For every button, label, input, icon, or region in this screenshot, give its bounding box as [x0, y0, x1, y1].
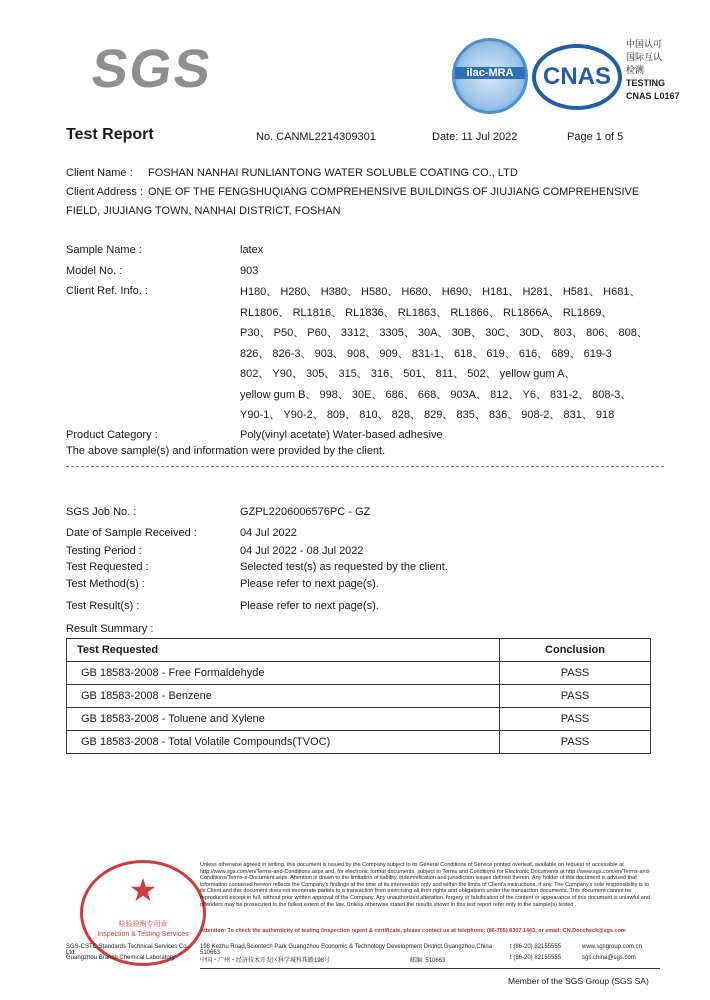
conclusion-cell: PASS	[500, 662, 651, 685]
product-category-label: Product Category :	[66, 429, 158, 441]
job-no: GZPL2206006576PC - GZ	[240, 506, 371, 518]
authenticity-note: Attention: To check the authenticity of testing /inspection report & certificate, please contact us at telephone: (86-755) 8307 1443, or email: CN.Doccheck@sgs.com	[200, 928, 626, 934]
table-header-row	[67, 639, 651, 662]
report-title: Test Report	[66, 126, 154, 143]
job-no-label: SGS Job No. :	[66, 506, 137, 518]
client-ref-line: H180、 H280、 H380、 H580、 H680、 H690、 H181、 H281、 H581、 H681、	[240, 286, 641, 298]
cnas-logo: CNAS	[532, 44, 622, 110]
received-label: Date of Sample Received :	[66, 527, 197, 539]
phone: t (86-20) 82155555	[510, 944, 562, 950]
test-requested: Selected test(s) as requested by the client.	[240, 561, 448, 573]
table-row	[67, 685, 651, 708]
stamp-text: Inspection & Testing Services	[97, 931, 189, 938]
client-ref-list	[240, 282, 660, 426]
page-number: Page 1 of 5	[567, 131, 624, 143]
client-address-label: Client Address :	[66, 186, 144, 198]
column-header: Test Requested	[67, 639, 500, 662]
testing-period-label: Testing Period :	[66, 545, 142, 557]
test-name-cell: GB 18583-2008 - Toluene and Xylene	[67, 708, 500, 731]
result-summary-label: Result Summary :	[66, 623, 154, 635]
conclusion-cell: PASS	[500, 685, 651, 708]
table-row	[67, 731, 651, 754]
client-ref-line: 802、 Y90、 305、 315、 316、 501、 811、 502、 yellow gum A、	[240, 368, 576, 380]
star-icon: ★	[128, 872, 158, 908]
cnas-line: 中国认可	[626, 39, 663, 49]
client-ref-label: Client Ref. Info. :	[66, 285, 148, 297]
client-ref-line: Y90-1、 Y90-2、 809、 810、 828、 829、 835、 836、 908-2、 831、 918	[240, 409, 615, 421]
table-row	[67, 708, 651, 731]
cnas-line: 检测	[626, 65, 645, 75]
model-no: 903	[240, 265, 259, 277]
lab-name: SGS-CSTC Standards Technical Services Co., Ltd.	[66, 944, 190, 956]
sample-name: latex	[240, 244, 264, 256]
address-cn: 中国・广州・经济技术开发区科学城科珠路198号	[200, 958, 331, 964]
phone: t (86-20) 82155555	[510, 955, 562, 961]
test-name-cell: GB 18583-2008 - Total Volatile Compounds(TVOC)	[67, 731, 500, 754]
column-header: Conclusion	[500, 639, 651, 662]
website: www.sgsgroup.com.cn	[582, 944, 643, 950]
model-no-label: Model No. :	[66, 265, 123, 277]
test-method-label: Test Method(s) :	[66, 578, 145, 590]
test-name-cell: GB 18583-2008 - Free Formaldehyde	[67, 662, 500, 685]
provided-note: The above sample(s) and information were provided by the client.	[66, 445, 386, 457]
client-name: FOSHAN NANHAI RUNLIANTONG WATER SOLUBLE COATING CO., LTD	[148, 167, 518, 179]
postcode: 邮编: 510663	[410, 958, 446, 964]
client-address-line: FIELD, JIUJIANG TOWN, NANHAI DISTRICT, FOSHAN	[66, 205, 341, 217]
stamp-text: 检验检测专用章	[118, 921, 168, 928]
sgs-membership: Member of the SGS Group (SGS SA)	[508, 976, 649, 986]
test-name-cell: GB 18583-2008 - Benzene	[67, 685, 500, 708]
client-ref-line: P30、 P50、 P60、 3312、 3305、 30A、 30B、 30C、 30D、 803、 806、 808、	[240, 327, 648, 339]
test-requested-label: Test Requested :	[66, 561, 149, 573]
table-row	[67, 662, 651, 685]
section-divider	[66, 466, 664, 467]
test-method: Please refer to next page(s).	[240, 578, 379, 590]
client-ref-line: 826、 826-3、 903、 908、 909、 831-1、 618、 619、 616、 689、 619-3	[240, 347, 612, 360]
sgs-logo: SGS	[87, 39, 217, 99]
client-name-label: Client Name :	[66, 167, 133, 179]
product-category: Poly(vinyl acetate) Water-based adhesive	[240, 429, 443, 441]
result-summary-table	[66, 638, 651, 754]
cnas-line: 国际互认	[626, 52, 663, 62]
client-address-line: ONE OF THE FENGSHUQIANG COMPREHENSIVE BUILDINGS OF JIUJIANG COMPREHENSIVE	[148, 186, 640, 198]
testing-period: 04 Jul 2022 - 08 Jul 2022	[240, 545, 364, 557]
test-result: Please refer to next page(s).	[240, 600, 379, 612]
report-number: No. CANML2214309301	[256, 131, 376, 143]
sample-name-label: Sample Name :	[66, 244, 142, 256]
cnas-line: CNAS L0167	[626, 91, 680, 101]
report-date: Date: 11 Jul 2022	[432, 131, 518, 143]
received-date: 04 Jul 2022	[240, 527, 297, 539]
client-ref-line: RL1806、 RL1816、 RL1836、 RL1863、 RL1866、 RL1866A、 RL1869、	[240, 306, 613, 319]
ilac-mra-text: ilac-MRA	[455, 67, 525, 79]
conclusion-cell: PASS	[500, 731, 651, 754]
lab-branch: Guangzhou Branch Chemical Laboratory	[66, 955, 175, 961]
email: sgs.china@sgs.com	[582, 955, 636, 961]
terms-fine-print: Unless otherwise agreed in writing, this document is issued by the Company subject to its General Conditions of Service printed overleaf, available on request or accessible at http://www.sgs.com/en/Terms-and-Conditions.aspx and, for electronic format documents, subject to Terms and Conditions for Electronic Documents at http://www.sgs.com/en/Terms-and-Conditions/Terms-e-Document.aspx. Attention is drawn to the limitation of liability, indemnification and jurisdiction issues defined therein. Any holder of this document is advised that information contained hereon reflects the Company's findings at the time of its intervention only and within the limits of Client's instructions, if any. The Company's sole responsibility is to its Client and this document does not exonerate parties to a transaction from exercising all their rights and obligations under the transaction documents. This document cannot be reproduced except in full, without prior written approval of the Company. Any unauthorized alteration, forgery or falsification of the content or appearance of this document is unlawful and offenders may be prosecuted to the fullest extent of the law. Unless otherwise stated the results shown in this test report refer only to the sample(s) tested .	[200, 862, 651, 908]
cnas-line: TESTING	[626, 78, 666, 88]
ilac-mra-logo	[452, 38, 528, 114]
address-en: 198 Kezhu Road,Scientech Park Guangzhou Economic & Technology Development District,Guangzhou,China 510663	[200, 944, 493, 956]
footer-divider	[200, 968, 660, 969]
client-ref-line: yellow gum B、 998、 30E、 686、 668、 903A、 812、 Y6、 831-2、 808-3、	[240, 388, 632, 401]
test-result-label: Test Result(s) :	[66, 600, 140, 612]
conclusion-cell: PASS	[500, 708, 651, 731]
cnas-accreditation-text	[626, 38, 680, 103]
